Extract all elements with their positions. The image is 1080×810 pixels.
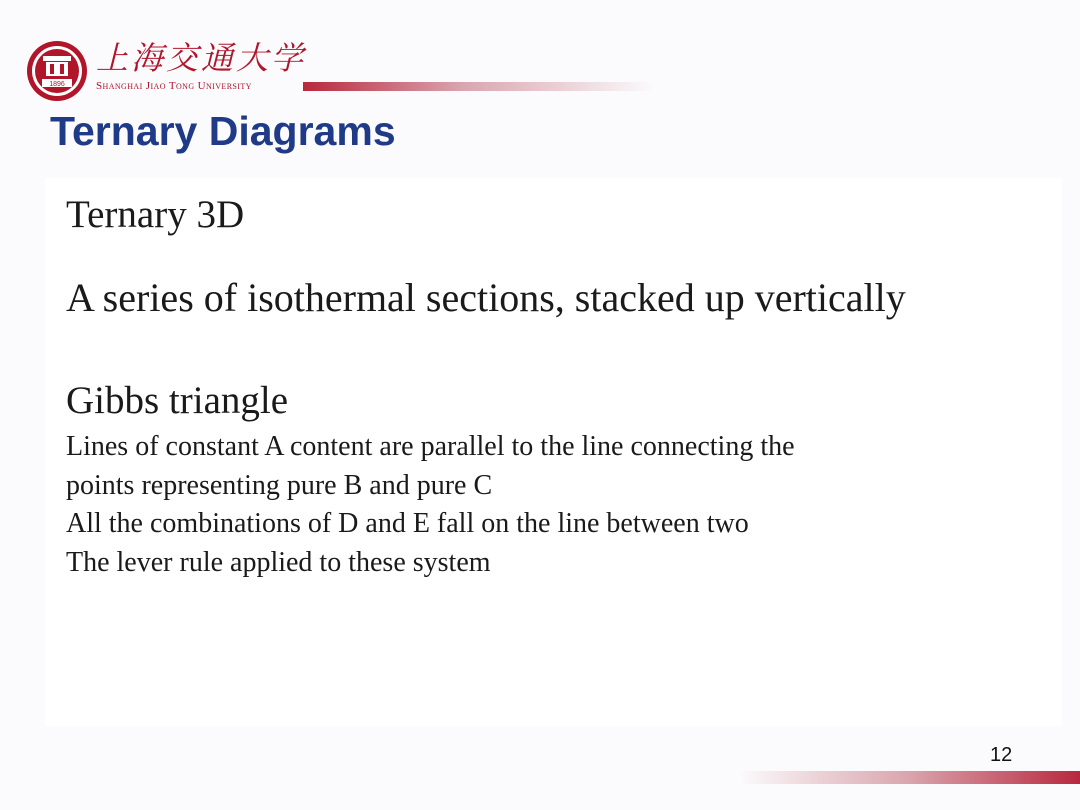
university-name-en: Shanghai Jiao Tong University	[96, 80, 252, 92]
heading-isothermal-sections: A series of isothermal sections, stacked up vertically	[66, 275, 906, 320]
seal-year: 1896	[49, 81, 65, 88]
content-panel	[45, 178, 1062, 726]
page-number: 12	[990, 744, 1013, 766]
heading-gibbs-triangle: Gibbs triangle	[66, 379, 289, 422]
header-decor-bar	[303, 82, 653, 91]
footer-decor-bar	[740, 771, 1080, 784]
body-line: All the combinations of D and E fall on the line between two	[66, 508, 749, 539]
heading-ternary-3d: Ternary 3D	[66, 193, 245, 236]
slide-header	[0, 0, 1080, 110]
university-name-cn: 上海交通大学	[96, 39, 307, 77]
body-line: points representing pure B and pure C	[66, 470, 493, 501]
body-line: Lines of constant A content are parallel to the line connecting the	[66, 431, 795, 462]
university-seal-logo	[26, 40, 88, 102]
body-line: The lever rule applied to these system	[66, 547, 491, 578]
slide-title: Ternary Diagrams	[50, 108, 396, 154]
